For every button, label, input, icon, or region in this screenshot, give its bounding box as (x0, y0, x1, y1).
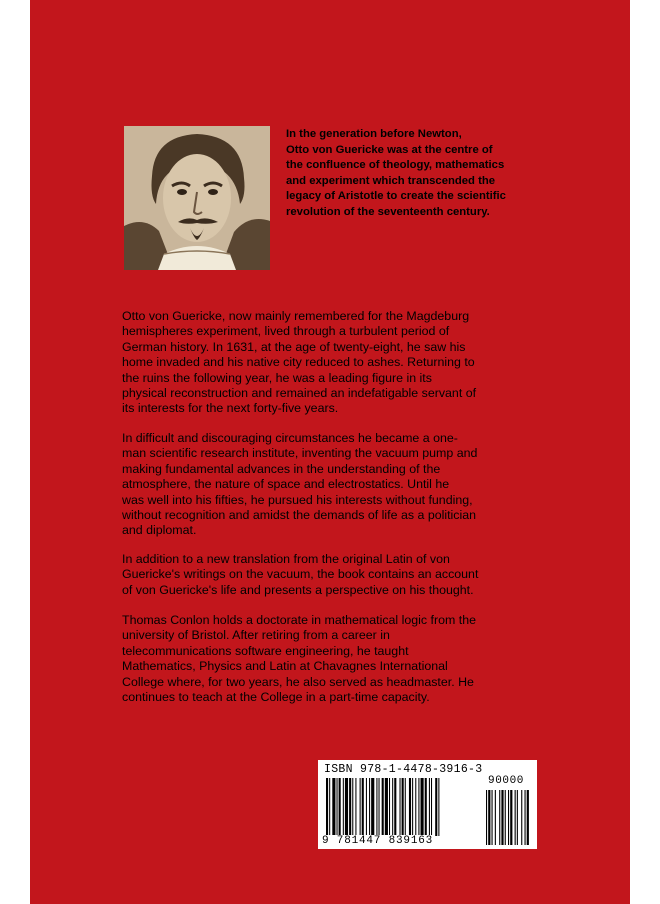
barcode-bar (349, 778, 351, 836)
paragraph-translation (122, 552, 538, 598)
barcode-bar (337, 778, 338, 836)
barcode-bar (385, 778, 388, 836)
paragraph-line: of von Guericke's life and presents a perspective on his thought. (122, 582, 474, 597)
barcode-bar (339, 778, 341, 836)
barcode-bar (389, 778, 390, 836)
barcode-bar (366, 778, 367, 836)
barcode-bar (355, 778, 356, 836)
paragraph-research (122, 431, 538, 539)
paragraph-line: was well into his fifties, he pursued his interests without funding, (122, 492, 473, 507)
isbn-label: ISBN 978-1-4478-3916-3 (324, 763, 483, 776)
barcode-bar (402, 778, 404, 836)
addon-bar (501, 790, 503, 845)
paragraph-line: making fundamental advances in the understanding of the (122, 461, 441, 476)
barcode-bar (412, 778, 413, 836)
paragraph-line: College where, for two years, he also served as headmaster. He (122, 674, 474, 689)
barcode-bar (379, 778, 380, 836)
barcode-bar (362, 778, 364, 836)
barcode-bar (332, 778, 335, 836)
barcode-bar (415, 778, 416, 836)
addon-bar (486, 790, 487, 845)
paragraph-line: home invaded and his native city reduced to ashes. Returning to (122, 355, 475, 370)
barcode-bar (382, 778, 384, 836)
paragraph-line: telecommunications software engineering, he taught (122, 643, 409, 658)
barcode-bar (400, 778, 401, 836)
addon-digits: 90000 (488, 775, 525, 787)
isbn-barcode (318, 760, 537, 849)
author-portrait-image (124, 126, 270, 270)
paragraph-line: Otto von Guericke, now mainly remembered for the Magdeburg (122, 309, 470, 323)
addon-bar (499, 790, 500, 845)
paragraph-line: Mathematics, Physics and Latin at Chavagnes International (122, 659, 448, 674)
barcode-bar (409, 778, 411, 836)
paragraph-line: Thomas Conlon holds a doctorate in mathematical logic from the (122, 613, 476, 627)
page-margin-left (0, 0, 30, 904)
paragraph-line: In difficult and discouraging circumstances he became a one- (122, 431, 458, 445)
intro-blurb (286, 127, 526, 221)
addon-bar (527, 790, 529, 845)
barcode-bar (405, 778, 406, 836)
addon-bar (515, 790, 516, 845)
addon-bar (521, 790, 522, 845)
paragraph-line: hemispheres experiment, lived through a turbulent period of (122, 324, 450, 339)
barcode-bar (394, 778, 396, 836)
barcode-bar (352, 778, 353, 836)
barcode-bar (435, 778, 437, 836)
intro-line: Otto von Guericke was at the centre of (286, 143, 493, 156)
addon-bar (492, 790, 493, 845)
barcode-bar (329, 778, 330, 836)
addon-bar (505, 790, 506, 845)
intro-line: and experiment which transcended the (286, 174, 496, 187)
paragraph-history (122, 309, 538, 417)
portrait-engraving (124, 126, 270, 270)
paragraph-line: its interests for the next forty-five years. (122, 401, 339, 416)
paragraph-line: German history. In 1631, at the age of twenty-eight, he saw his (122, 339, 466, 354)
paragraph-line: and diplomat. (122, 523, 197, 538)
barcode-bar (438, 778, 439, 836)
addon-bar (495, 790, 496, 845)
barcode-bar (326, 778, 328, 836)
intro-line: the confluence of theology, mathematics (286, 159, 505, 172)
paragraph-author-bio (122, 613, 538, 705)
paragraph-line: physical reconstruction and remained an indefatigable servant of (122, 386, 477, 401)
ean-digits: 9 781447 839163 (322, 835, 434, 847)
addon-bar (510, 790, 512, 845)
barcode-bar (421, 778, 424, 836)
barcode-bar (343, 778, 344, 836)
barcode-bar (429, 778, 430, 836)
barcode-bar (376, 778, 377, 836)
paragraph-line: Guericke's writings on the vacuum, the book contains an account (122, 567, 479, 582)
barcode-bar (360, 778, 361, 836)
intro-line: legacy of Aristotle to create the scientific (286, 190, 506, 203)
page-margin-right (630, 0, 660, 904)
paragraph-line: atmosphere, the nature of space and electrostatics. Until he (122, 477, 450, 492)
paragraph-line: the ruins the following year, he was a leading figure in its (122, 370, 432, 385)
addon-bar (488, 790, 490, 845)
addon-bar (508, 790, 509, 845)
barcode-bar (425, 778, 427, 836)
barcode-bar (431, 778, 432, 836)
barcode-bar (392, 778, 393, 836)
barcode-bar (418, 778, 419, 836)
barcode-bar (345, 778, 348, 836)
paragraph-line: In addition to a new translation from the original Latin of von (122, 552, 450, 566)
addon-bar (525, 790, 526, 845)
paragraph-line: without recognition and amidst the demands of life as a politician (122, 508, 477, 523)
addon-bar (517, 790, 518, 845)
paragraph-line: continues to teach at the College in a part-time capacity. (122, 690, 430, 705)
paragraph-line: university of Bristol. After retiring from a career in (122, 628, 390, 643)
intro-line: revolution of the seventeenth century. (286, 205, 490, 218)
paragraph-line: man scientific research institute, inventing the vacuum pump and (122, 446, 478, 461)
barcode-bar (369, 778, 370, 836)
intro-line: In the generation before Newton, (286, 128, 462, 140)
barcode-bar (371, 778, 374, 836)
